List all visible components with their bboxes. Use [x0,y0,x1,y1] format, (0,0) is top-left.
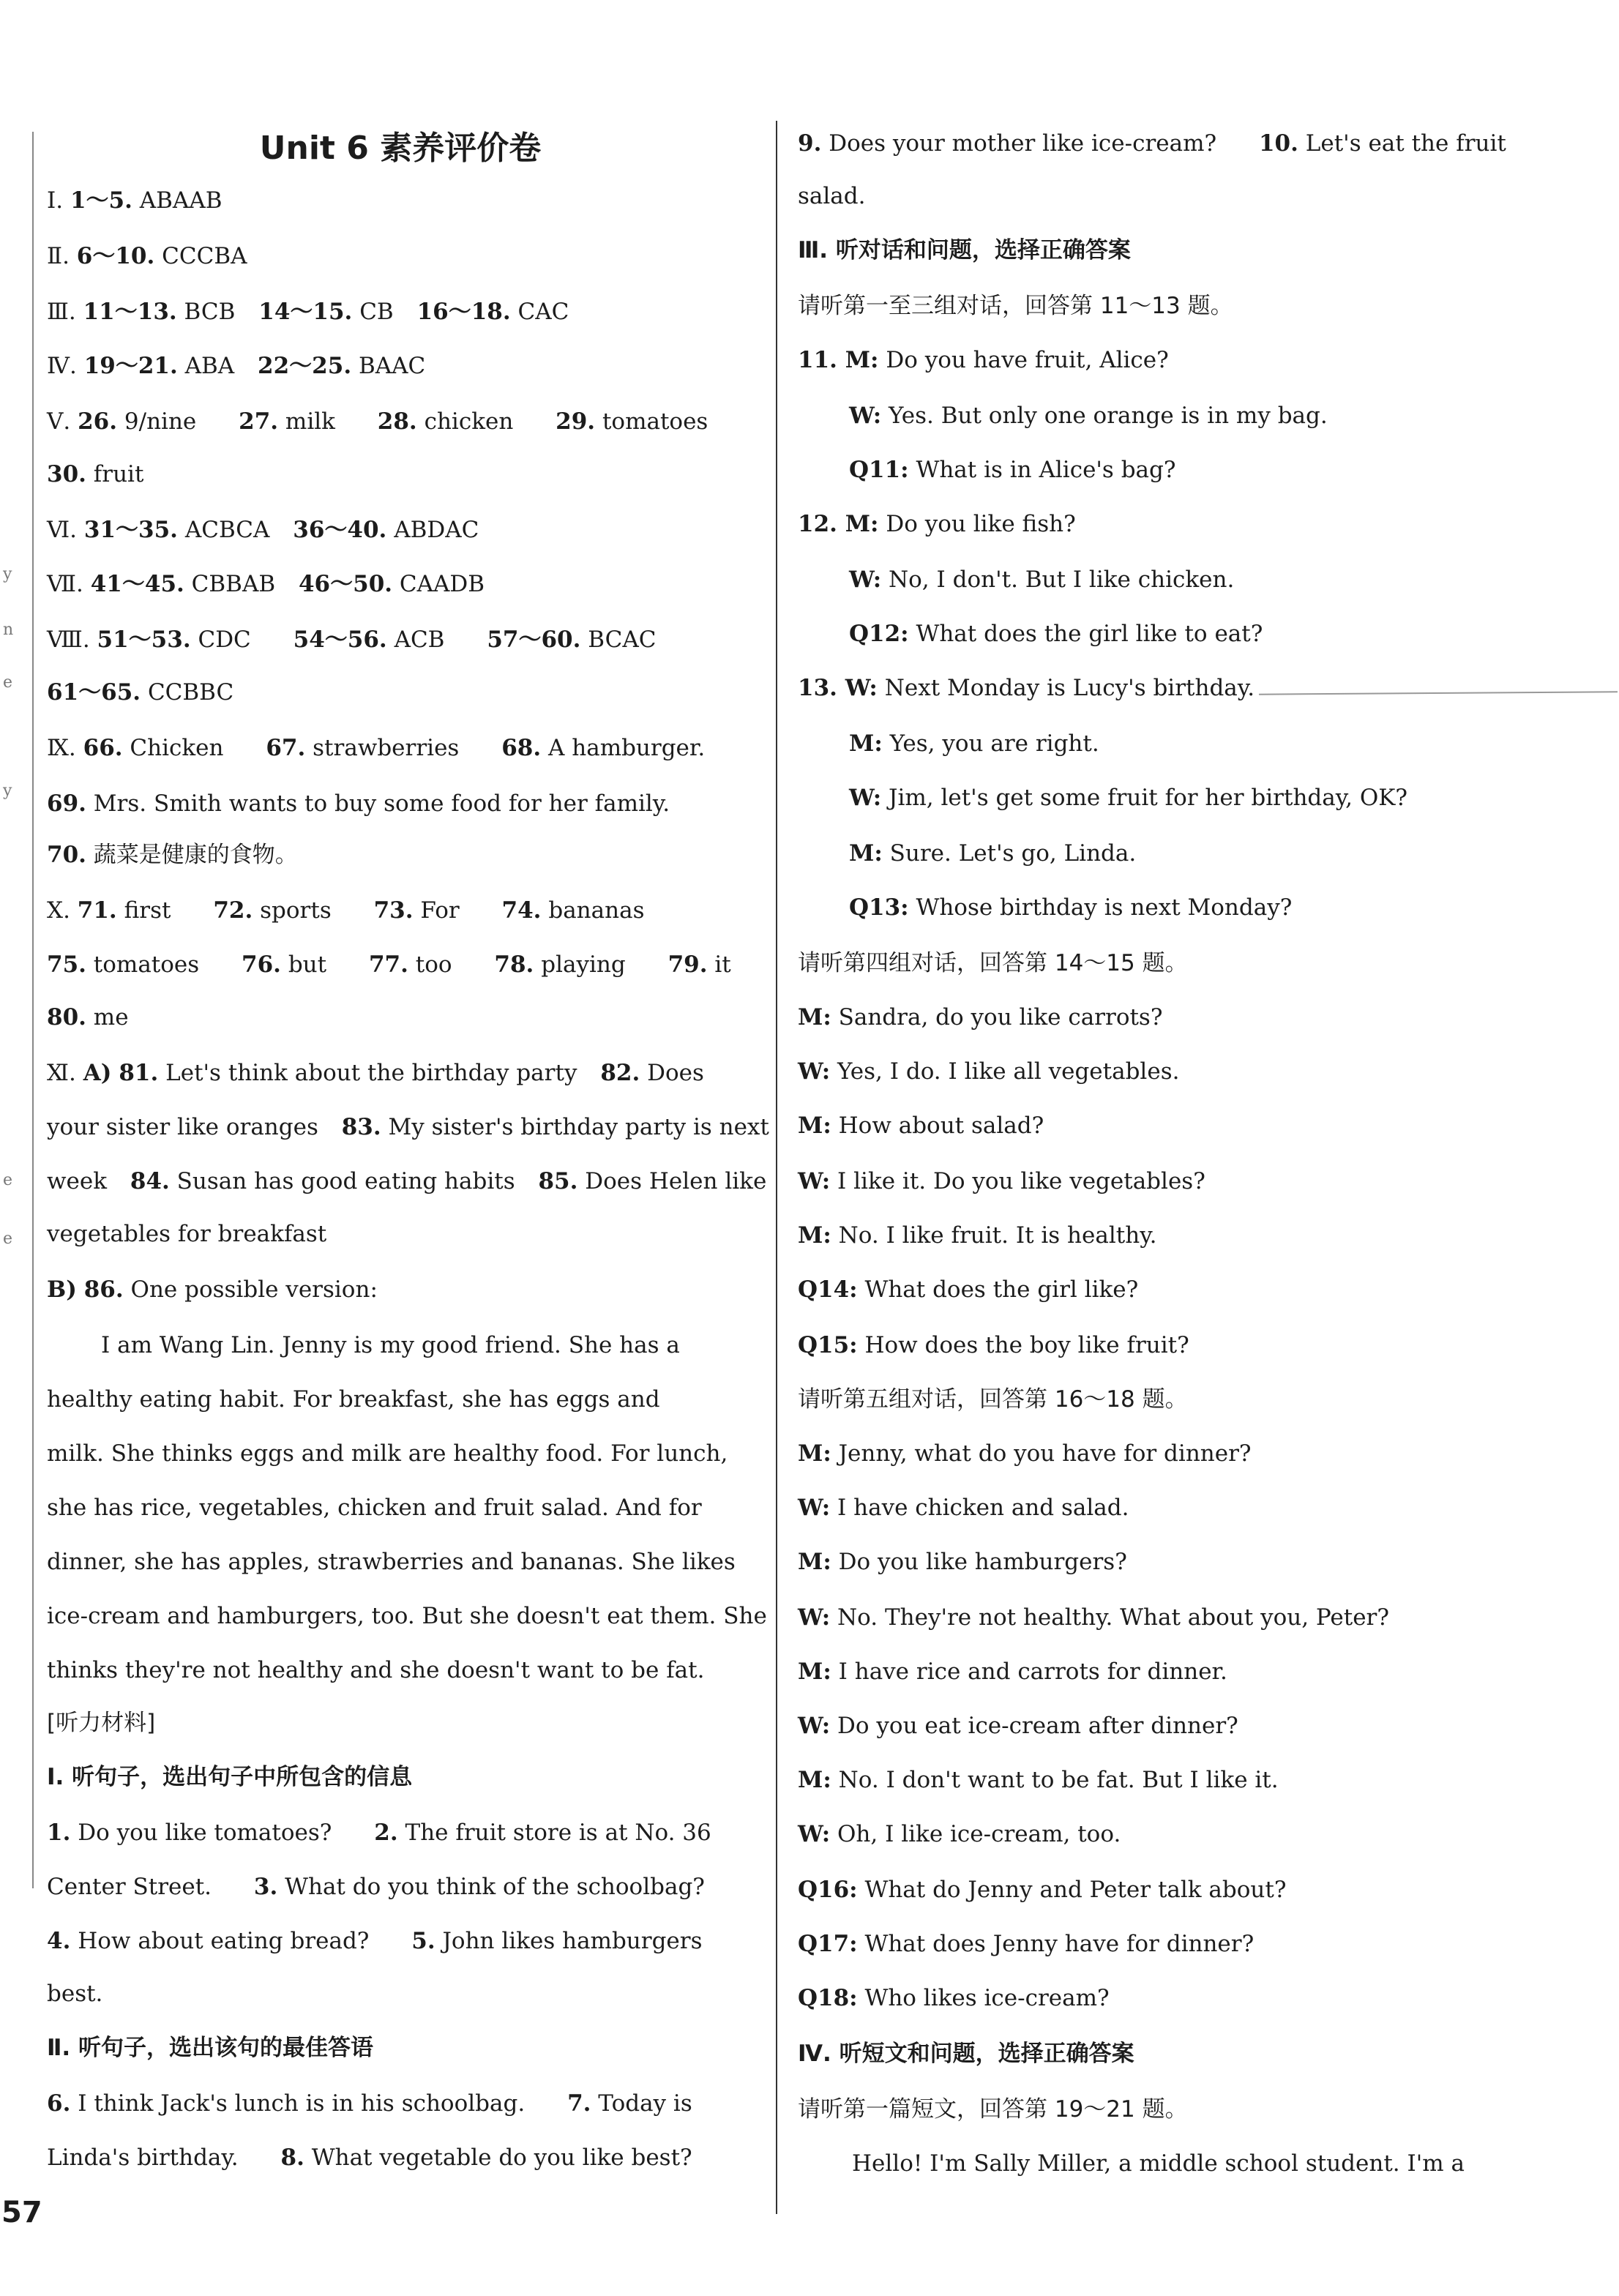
column-divider [776,121,777,2214]
answer-row-VI: Ⅵ. 31～35. ACBCA 36～40. ABDAC [47,517,479,543]
listening-instruction: 请听第一至三组对话，回答第 11～13 题。 [798,293,1233,319]
listening-line: 4. How about eating bread? 5. John likes hamburgers [47,1928,703,1954]
dialogue-line: M: Jenny, what do you have for dinner? [798,1440,1252,1467]
scan-artifact-line [1259,691,1618,695]
dialogue-line: 12. M: Do you like fish? [798,511,1076,537]
essay-line: milk. She thinks eggs and milk are healthy food. For lunch, [47,1440,728,1467]
passage-line: Hello! I'm Sally Miller, a middle school student. I'm a [852,2150,1465,2177]
dialogue-line: 11. M: Do you have fruit, Alice? [798,347,1169,373]
answer-row-XI-B: B) 86. One possible version: [47,1276,378,1303]
dialogue-line: Q18: Who likes ice-cream? [798,1985,1110,2011]
page-title: Unit 6 素养评价卷 [259,130,542,167]
answer-row-IX: Ⅸ. 66. Chicken 67. strawberries 68. A hamburger. [47,735,706,761]
answer-row-VII: Ⅶ. 41～45. CBBAB 46～50. CAADB [47,571,485,597]
essay-line: dinner, she has apples, strawberries and bananas. She likes [47,1549,736,1575]
dialogue-line: M: No. I like fruit. It is healthy. [798,1222,1157,1249]
answer-row-XI-cont2: week 84. Susan has good eating habits 85. Does Helen like [47,1168,767,1194]
answer-row-X: Ⅹ. 71. first 72. sports 73. For 74. bananas [47,897,645,924]
answer-row-V-cont: 30. fruit [47,461,144,487]
listening-section-heading: Ⅰ. 听句子，选出句子中所包含的信息 [47,1764,413,1790]
dialogue-line: Q16: What do Jenny and Peter talk about? [798,1877,1287,1903]
answer-row-XI-cont3: vegetables for breakfast [47,1221,327,1247]
answer-row-II: Ⅱ. 6～10. CCCBA [47,243,247,269]
listening-line: Center Street. 3. What do you think of the schoolbag? [47,1874,705,1900]
listening-header: [听力材料] [47,1710,156,1736]
essay-line: I am Wang Lin. Jenny is my good friend. She has a [101,1332,680,1358]
dialogue-line: M: Sure. Let's go, Linda. [849,840,1137,867]
listening-line: best. [47,1981,103,2007]
dialogue-line: Q15: How does the boy like fruit? [798,1332,1189,1358]
dialogue-line: M: I have rice and carrots for dinner. [798,1659,1227,1685]
margin-mark: e [3,1171,13,1189]
dialogue-line: W: Do you eat ice-cream after dinner? [798,1713,1238,1739]
dialogue-line: M: Do you like hamburgers? [798,1549,1127,1575]
dialogue-line: Q12: What does the girl like to eat? [849,621,1263,647]
margin-mark: n [3,621,14,639]
page-number: 57 [1,2196,42,2229]
answer-row-IX-69: 69. Mrs. Smith wants to buy some food for her family. [47,790,670,817]
answer-row-V: Ⅴ. 26. 9/nine 27. milk 28. chicken 29. tomatoes [47,408,708,435]
dialogue-line: Q13: Whose birthday is next Monday? [849,894,1293,921]
dialogue-line: 13. W: Next Monday is Lucy's birthday. [798,675,1255,701]
listening-instruction: 请听第一篇短文，回答第 19～21 题。 [798,2096,1188,2123]
answer-row-I: Ⅰ. 1～5. ABAAB [47,187,223,214]
answer-row-IV: Ⅳ. 19～21. ABA 22～25. BAAC [47,353,426,379]
dialogue-line: W: Oh, I like ice-cream, too. [798,1821,1121,1847]
listening-line: 6. I think Jack's lunch is in his schoolbag. 7. Today is [47,2090,692,2117]
dialogue-line: W: I have chicken and salad. [798,1495,1129,1521]
listening-instruction: 请听第五组对话，回答第 16～18 题。 [798,1386,1188,1413]
dialogue-line: W: No. They're not healthy. What about you, Peter? [798,1604,1389,1631]
margin-mark: e [3,1230,13,1248]
dialogue-line: W: Yes, I do. I like all vegetables. [798,1058,1180,1085]
dialogue-line: W: Yes. But only one orange is in my bag. [849,403,1328,429]
listening-section-heading: Ⅲ. 听对话和问题，选择正确答案 [798,237,1131,263]
dialogue-line: M: Yes, you are right. [849,730,1099,757]
dialogue-line: W: Jim, let's get some fruit for her birthday, OK? [849,785,1408,811]
listening-line: 9. Does your mother like ice-cream? 10. Let's eat the fruit [798,130,1506,157]
answer-row-X-cont2: 80. me [47,1004,129,1031]
dialogue-line: M: No. I don't want to be fat. But I like it. [798,1767,1279,1793]
left-margin-rule [32,132,34,1888]
dialogue-line: M: How about salad? [798,1113,1044,1139]
essay-line: ice-cream and hamburgers, too. But she doesn't eat them. She [47,1603,767,1629]
answer-row-VIII: Ⅷ. 51～53. CDC 54～56. ACB 57～60. BCAC [47,627,657,653]
margin-mark: e [3,673,13,692]
dialogue-line: Q11: What is in Alice's bag? [849,457,1176,483]
listening-line: salad. [798,183,866,209]
margin-mark: y [3,565,12,583]
answer-row-X-cont: 75. tomatoes 76. but 77. too 78. playing 79. it [47,951,731,978]
dialogue-line: M: Sandra, do you like carrots? [798,1004,1163,1031]
essay-line: she has rice, vegetables, chicken and fruit salad. And for [47,1495,702,1521]
essay-line: thinks they're not healthy and she doesn't want to be fat. [47,1657,705,1683]
answer-row-XI-cont: your sister like oranges 83. My sister's birthday party is next [47,1114,769,1140]
margin-mark: y [3,782,12,800]
answer-row-III: Ⅲ. 11～13. BCB 14～15. CB 16～18. CAC [47,299,569,325]
listening-instruction: 请听第四组对话，回答第 14～15 题。 [798,950,1188,976]
answer-row-IX-70: 70. 蔬菜是健康的食物。 [47,842,298,868]
dialogue-line: Q14: What does the girl like? [798,1276,1139,1303]
dialogue-line: W: No, I don't. But I like chicken. [849,566,1235,593]
answer-row-XI: Ⅺ. A) 81. Let's think about the birthday party 82. Does [47,1060,704,1086]
dialogue-line: Q17: What does Jenny have for dinner? [798,1931,1255,1957]
listening-line: Linda's birthday. 8. What vegetable do you like best? [47,2144,692,2171]
essay-line: healthy eating habit. For breakfast, she has eggs and [47,1386,660,1413]
listening-section-heading: Ⅱ. 听句子，选出该句的最佳答语 [47,2035,373,2061]
listening-line: 1. Do you like tomatoes? 2. The fruit store is at No. 36 [47,1820,711,1846]
listening-section-heading: Ⅳ. 听短文和问题，选择正确答案 [798,2041,1134,2067]
dialogue-line: W: I like it. Do you like vegetables? [798,1168,1205,1194]
answer-row-VIII-cont: 61～65. CCBBC [47,679,234,706]
